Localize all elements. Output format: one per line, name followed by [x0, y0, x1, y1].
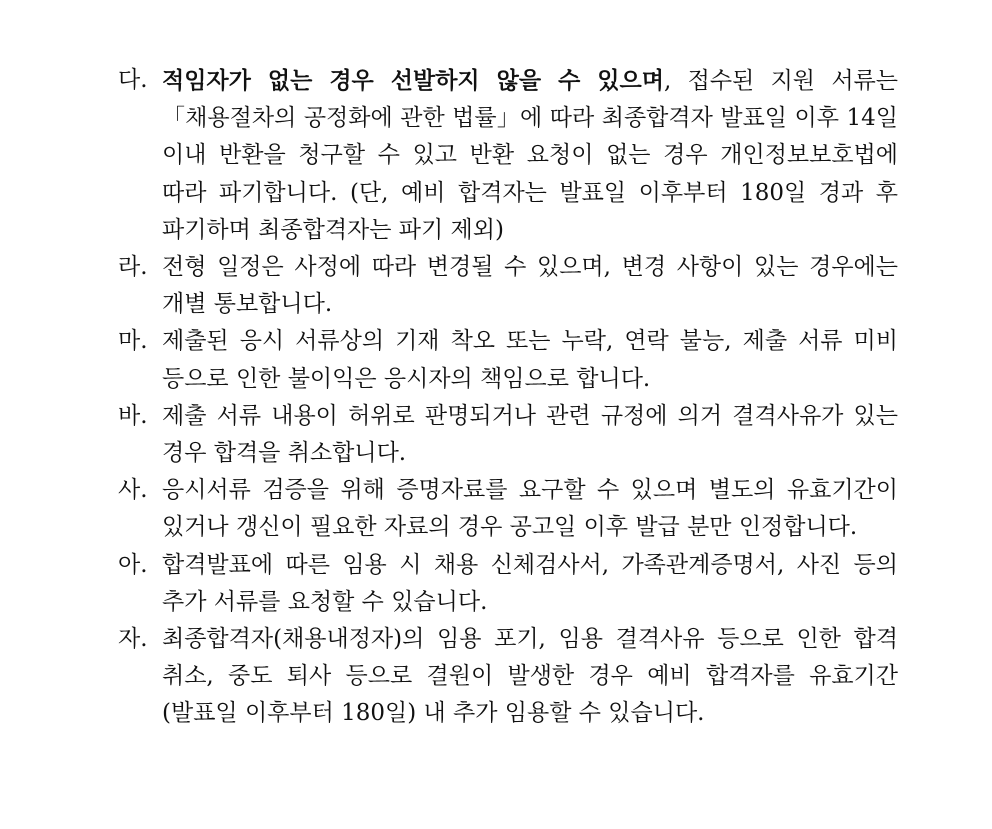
list-item-ma	[118, 323, 898, 397]
item-marker: 다.	[118, 67, 148, 93]
list-item-da	[118, 62, 898, 249]
item-marker: 사.	[118, 477, 148, 504]
list-item-sa	[118, 472, 898, 546]
item-marker: 자.	[118, 626, 148, 653]
item-text: 최종합격자(채용내정자)의 임용 포기, 임용 결격사유 등으로 인한 합격 취소, 중도 퇴사 등으로 결원이 발생한 경우 예비 합격자를 유효기간 (발표일 이후부터 180일) 내 추가 임용할 수 있습니다.	[162, 626, 898, 727]
item-text	[162, 62, 898, 249]
item-text: 제출된 응시 서류상의 기재 착오 또는 누락, 연락 불능, 제출 서류 미비 등으로 인한 불이익은 응시자의 책임으로 합니다.	[162, 328, 898, 392]
list-item-ja	[118, 621, 898, 733]
list-item-ra	[118, 249, 898, 323]
item-marker: 아.	[118, 551, 148, 578]
item-marker: 마.	[118, 328, 148, 355]
item-text: 전형 일정은 사정에 따라 변경될 수 있으며, 변경 사항이 있는 경우에는 개별 통보합니다.	[162, 254, 898, 318]
item-bold-text: 적임자가 없는 경우 선발하지 않을 수 있으며	[162, 67, 664, 94]
notice-document	[118, 62, 898, 733]
item-marker: 라.	[118, 254, 148, 281]
item-text: 제출 서류 내용이 허위로 판명되거나 관련 규정에 의거 결격사유가 있는 경우 합격을 취소합니다.	[162, 402, 898, 467]
item-rest-text: , 접수된 지원 서류는 「채용절차의 공정화에 관한 법률」에 따라 최종합격자 발표일 이후 14일 이내 반환을 청구할 수 있고 반환 요청이 없는 경우 개인정보보호법에 따라 파기합니다. (단, 예비 합격자는 발표일 이후부터 180일 경과 후 파기하며 최종합격자는 파기 제외)	[162, 68, 898, 243]
item-marker: 바.	[118, 402, 148, 429]
item-text: 합격발표에 따른 임용 시 채용 신체검사서, 가족관계증명서, 사진 등의 추가 서류를 요청할 수 있습니다.	[162, 551, 898, 615]
list-item-ba	[118, 398, 898, 472]
list-item-a	[118, 547, 898, 621]
item-text: 응시서류 검증을 위해 증명자료를 요구할 수 있으며 별도의 유효기간이 있거나 갱신이 필요한 자료의 경우 공고일 이후 발급 분만 인정합니다.	[162, 477, 898, 541]
